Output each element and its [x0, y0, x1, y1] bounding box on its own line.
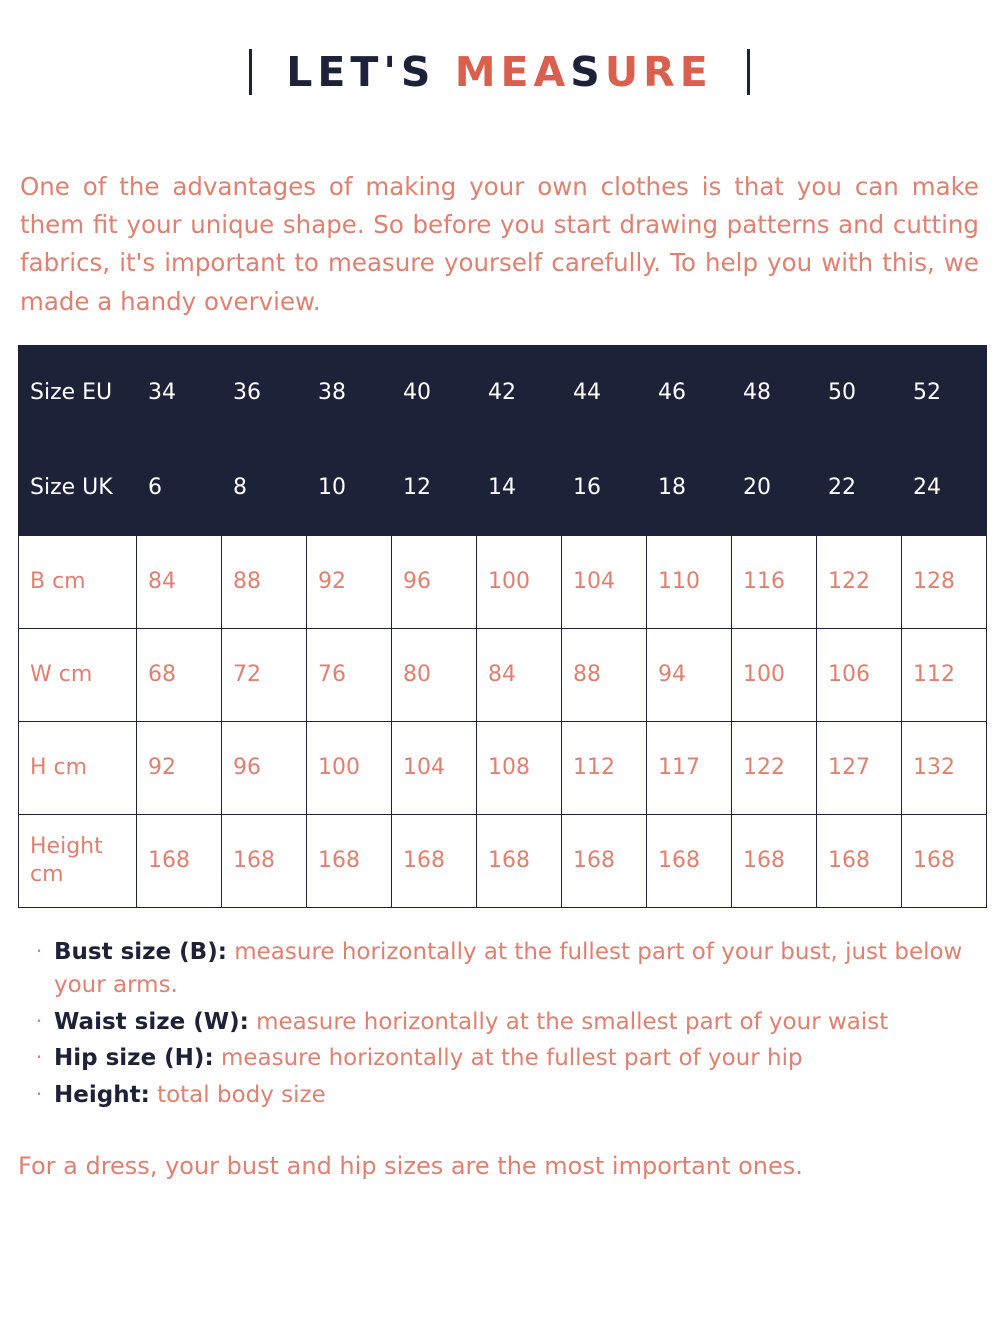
table-cell: 122 — [817, 536, 902, 629]
bullet-dot-icon: · — [35, 1082, 43, 1106]
table-cell: 116 — [732, 536, 817, 629]
title-text — [286, 48, 712, 96]
row-label: Size EU — [19, 346, 137, 441]
row-label: H cm — [19, 722, 137, 815]
table-cell: 112 — [562, 722, 647, 815]
table-cell: 6 — [137, 441, 222, 536]
size-guide-page — [0, 48, 999, 1324]
table-cell: 50 — [817, 346, 902, 441]
row-label: B cm — [19, 536, 137, 629]
table-cell: 14 — [477, 441, 562, 536]
table-cell: 46 — [647, 346, 732, 441]
table-cell: 168 — [562, 815, 647, 908]
table-cell: 22 — [817, 441, 902, 536]
table-cell: 88 — [222, 536, 307, 629]
table-cell: 104 — [392, 722, 477, 815]
page-title — [14, 48, 985, 96]
title-part-mea: MEA — [454, 48, 571, 96]
table-cell: 96 — [222, 722, 307, 815]
table-cell: 168 — [307, 815, 392, 908]
table-cell: 10 — [307, 441, 392, 536]
bullet-dot-icon: · — [35, 939, 43, 964]
title-rule-right-icon — [747, 49, 750, 95]
list-item-text — [54, 1079, 985, 1112]
table-cell: 40 — [392, 346, 477, 441]
table-cell: 168 — [392, 815, 477, 908]
list-item — [24, 1042, 985, 1075]
list-item-text — [54, 1006, 985, 1039]
table-row — [19, 536, 987, 629]
intro-paragraph: One of the advantages of making your own clothes is that you can make them fit your unique shape. So before you start drawing patterns and cutting fabrics, it's important to measure yourself carefully. To help you with this, we made a handy overview. — [20, 172, 979, 316]
list-item-term: Waist size (W): — [54, 1008, 249, 1035]
title-part-lets: LET'S — [286, 48, 455, 96]
list-item — [24, 1006, 985, 1039]
table-cell: 104 — [562, 536, 647, 629]
table-cell: 117 — [647, 722, 732, 815]
table-cell: 92 — [307, 536, 392, 629]
row-label: Size UK — [19, 441, 137, 536]
table-cell: 34 — [137, 346, 222, 441]
table-cell: 168 — [222, 815, 307, 908]
bullet-dot-icon: · — [35, 1008, 43, 1033]
table-cell: 44 — [562, 346, 647, 441]
table-row — [19, 346, 987, 441]
list-item — [24, 936, 985, 1001]
table-row — [19, 629, 987, 722]
row-label: W cm — [19, 629, 137, 722]
table-cell: 94 — [647, 629, 732, 722]
table-cell: 84 — [137, 536, 222, 629]
table-cell: 168 — [477, 815, 562, 908]
list-item-desc: measure horizontally at the fullest part of your hip — [213, 1045, 803, 1072]
table-cell: 48 — [732, 346, 817, 441]
table-cell: 8 — [222, 441, 307, 536]
table-cell: 168 — [137, 815, 222, 908]
table-cell: 127 — [817, 722, 902, 815]
table-cell: 112 — [902, 629, 987, 722]
list-item-term: Hip size (H): — [54, 1045, 214, 1072]
table-row — [19, 441, 987, 536]
table-cell: 18 — [647, 441, 732, 536]
table-cell: 76 — [307, 629, 392, 722]
title-part-ure: URE — [604, 48, 713, 96]
table-cell: 92 — [137, 722, 222, 815]
list-item-term: Bust size (B): — [54, 939, 227, 966]
table-cell: 100 — [307, 722, 392, 815]
table-cell: 72 — [222, 629, 307, 722]
table-cell: 122 — [732, 722, 817, 815]
list-item-desc: measure horizontally at the fullest part of your bust, just below your arms. — [54, 939, 963, 999]
list-item-text — [54, 936, 985, 1001]
list-item — [24, 1079, 985, 1112]
table-cell: 24 — [902, 441, 987, 536]
measurement-definitions-list — [14, 936, 985, 1111]
title-part-s: S — [570, 48, 605, 96]
table-cell: 168 — [732, 815, 817, 908]
table-cell: 36 — [222, 346, 307, 441]
size-chart-table — [18, 345, 987, 908]
table-cell: 108 — [477, 722, 562, 815]
table-cell: 68 — [137, 629, 222, 722]
table-cell: 100 — [477, 536, 562, 629]
bullet-dot-icon: · — [35, 1045, 43, 1070]
table-cell: 168 — [817, 815, 902, 908]
table-cell: 12 — [392, 441, 477, 536]
table-cell: 80 — [392, 629, 477, 722]
table-cell: 96 — [392, 536, 477, 629]
footer-note: For a dress, your bust and hip sizes are the most important ones. — [18, 1151, 803, 1180]
table-cell: 106 — [817, 629, 902, 722]
list-item-term: Height: — [54, 1082, 150, 1108]
table-cell: 84 — [477, 629, 562, 722]
title-rule-left-icon — [249, 49, 252, 95]
list-item-desc: measure horizontally at the smallest part of your waist — [248, 1008, 889, 1035]
table-cell: 168 — [902, 815, 987, 908]
table-cell: 132 — [902, 722, 987, 815]
table-cell: 42 — [477, 346, 562, 441]
row-label: Height cm — [19, 815, 137, 908]
table-row — [19, 722, 987, 815]
table-cell: 88 — [562, 629, 647, 722]
table-cell: 128 — [902, 536, 987, 629]
table-cell: 100 — [732, 629, 817, 722]
list-item-desc: total body size — [149, 1082, 326, 1108]
list-item-text — [54, 1042, 985, 1075]
table-cell: 52 — [902, 346, 987, 441]
table-row — [19, 815, 987, 908]
table-cell: 20 — [732, 441, 817, 536]
table-cell: 110 — [647, 536, 732, 629]
table-cell: 168 — [647, 815, 732, 908]
table-cell: 16 — [562, 441, 647, 536]
table-cell: 38 — [307, 346, 392, 441]
